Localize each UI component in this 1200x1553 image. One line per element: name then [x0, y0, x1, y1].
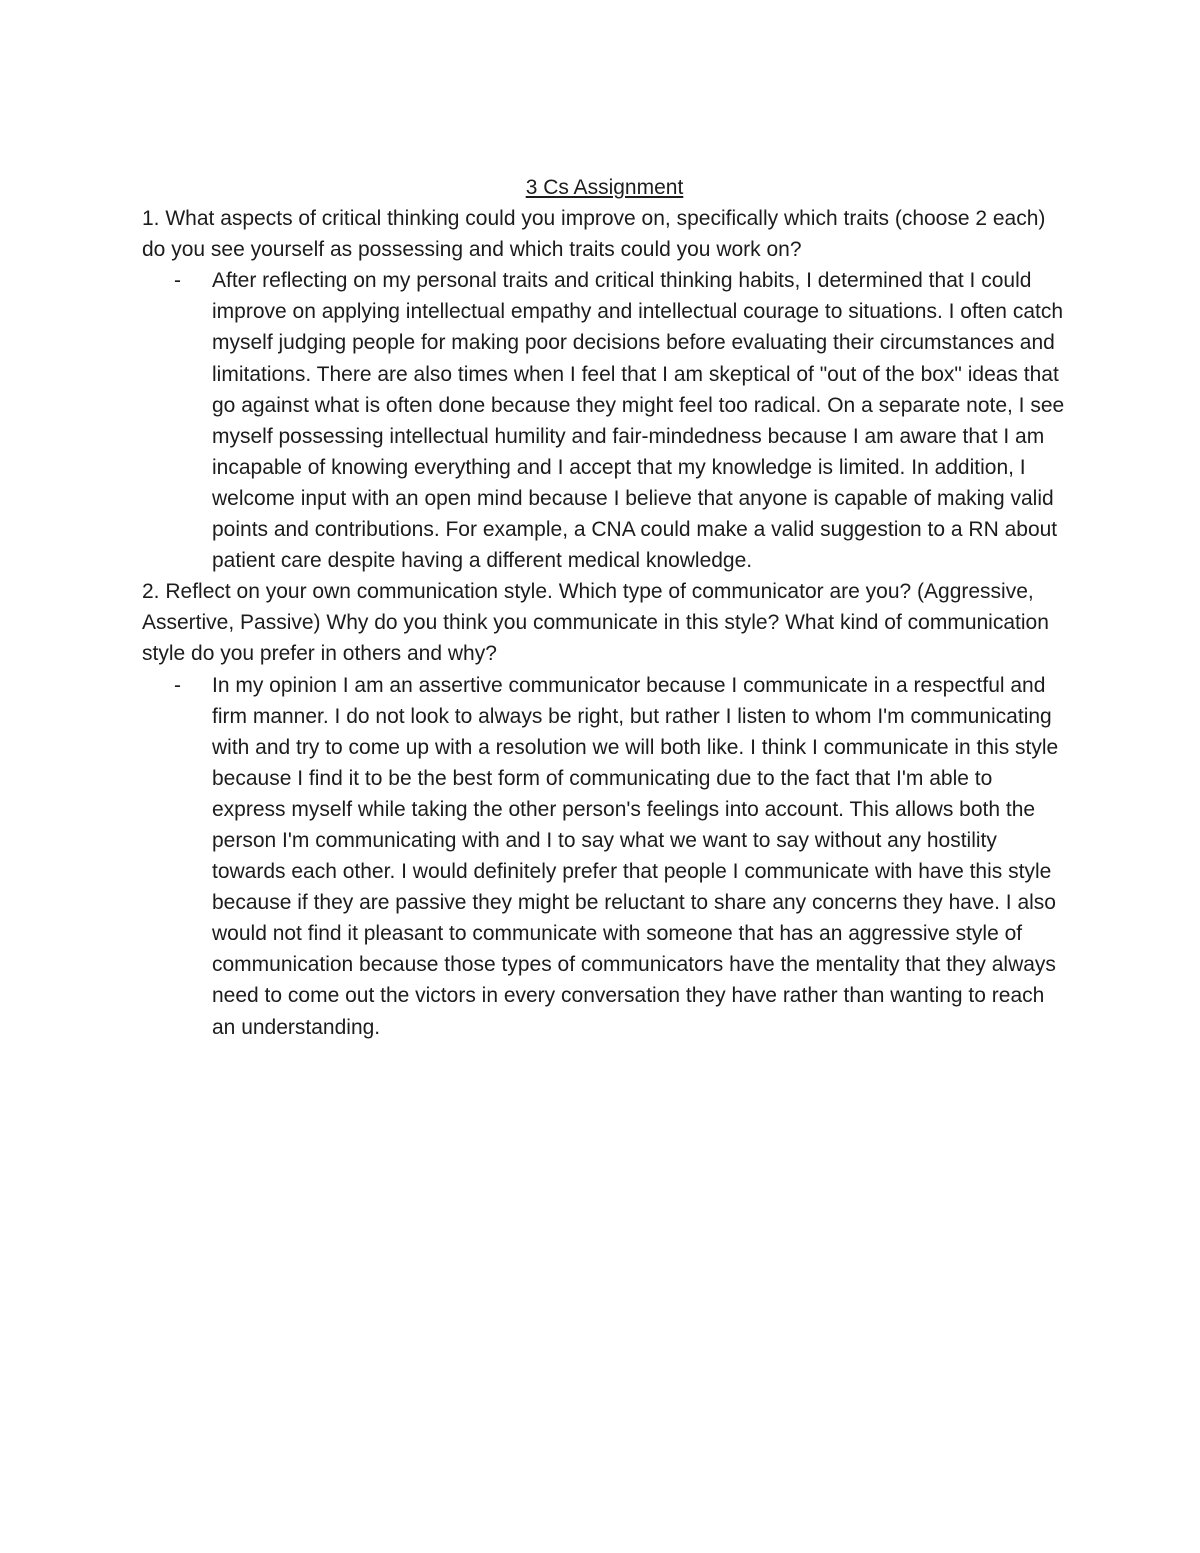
answer-2	[142, 670, 1067, 1043]
answer-2-bullet: -	[174, 673, 181, 697]
document-title: 3 Cs Assignment	[525, 176, 684, 199]
answer-1-bullet: -	[174, 269, 181, 293]
document-body	[142, 172, 1067, 1043]
answer-1	[142, 265, 1067, 576]
question-2: 2. Reflect on your own communication style. Which type of communicator are you? (Aggressive, Assertive, Passive) Why do you think you communicate in this style? What kind of communication style do you prefer in others and why?	[142, 580, 1049, 666]
answer-1-text: After reflecting on my personal traits and critical thinking habits, I determined that I could improve on applying intellectual empathy and intellectual courage to situations. I often catch myself judging people for making poor decisions before evaluating their circumstances and limitations. There are also times when I feel that I am skeptical of "out of the box" ideas that go against what is often done because they might feel too radical. On a separate note, I see myself possessing intellectual humility and fair-mindedness because I am aware that I am incapable of knowing everything and I accept that my knowledge is limited. In addition, I welcome input with an open mind because I believe that anyone is capable of making valid points and contributions. For example, a CNA could make a valid suggestion to a RN about patient care despite having a different medical knowledge.	[212, 269, 1065, 573]
question-1: 1. What aspects of critical thinking could you improve on, specifically which traits (choose 2 each) do you see yourself as possessing and which traits could you work on?	[142, 207, 1046, 262]
answer-2-text: In my opinion I am an assertive communicator because I communicate in a respectful and firm manner. I do not look to always be right, but rather I listen to whom I'm communicating with and try to come up with a resolution we will both like. I think I communicate in this style because I find it to be the best form of communicating due to the fact that I'm able to express myself while taking the other person's feelings into account. This allows both the person I'm communicating with and I to say what we want to say without any hostility towards each other. I would definitely prefer that people I communicate with have this style because if they are passive they might be reluctant to share any concerns they have. I also would not find it pleasant to communicate with someone that has an aggressive style of communication because those types of communicators have the mentality that they always need to come out the victors in every conversation they have rather than wanting to reach an understanding.	[212, 673, 1059, 1039]
